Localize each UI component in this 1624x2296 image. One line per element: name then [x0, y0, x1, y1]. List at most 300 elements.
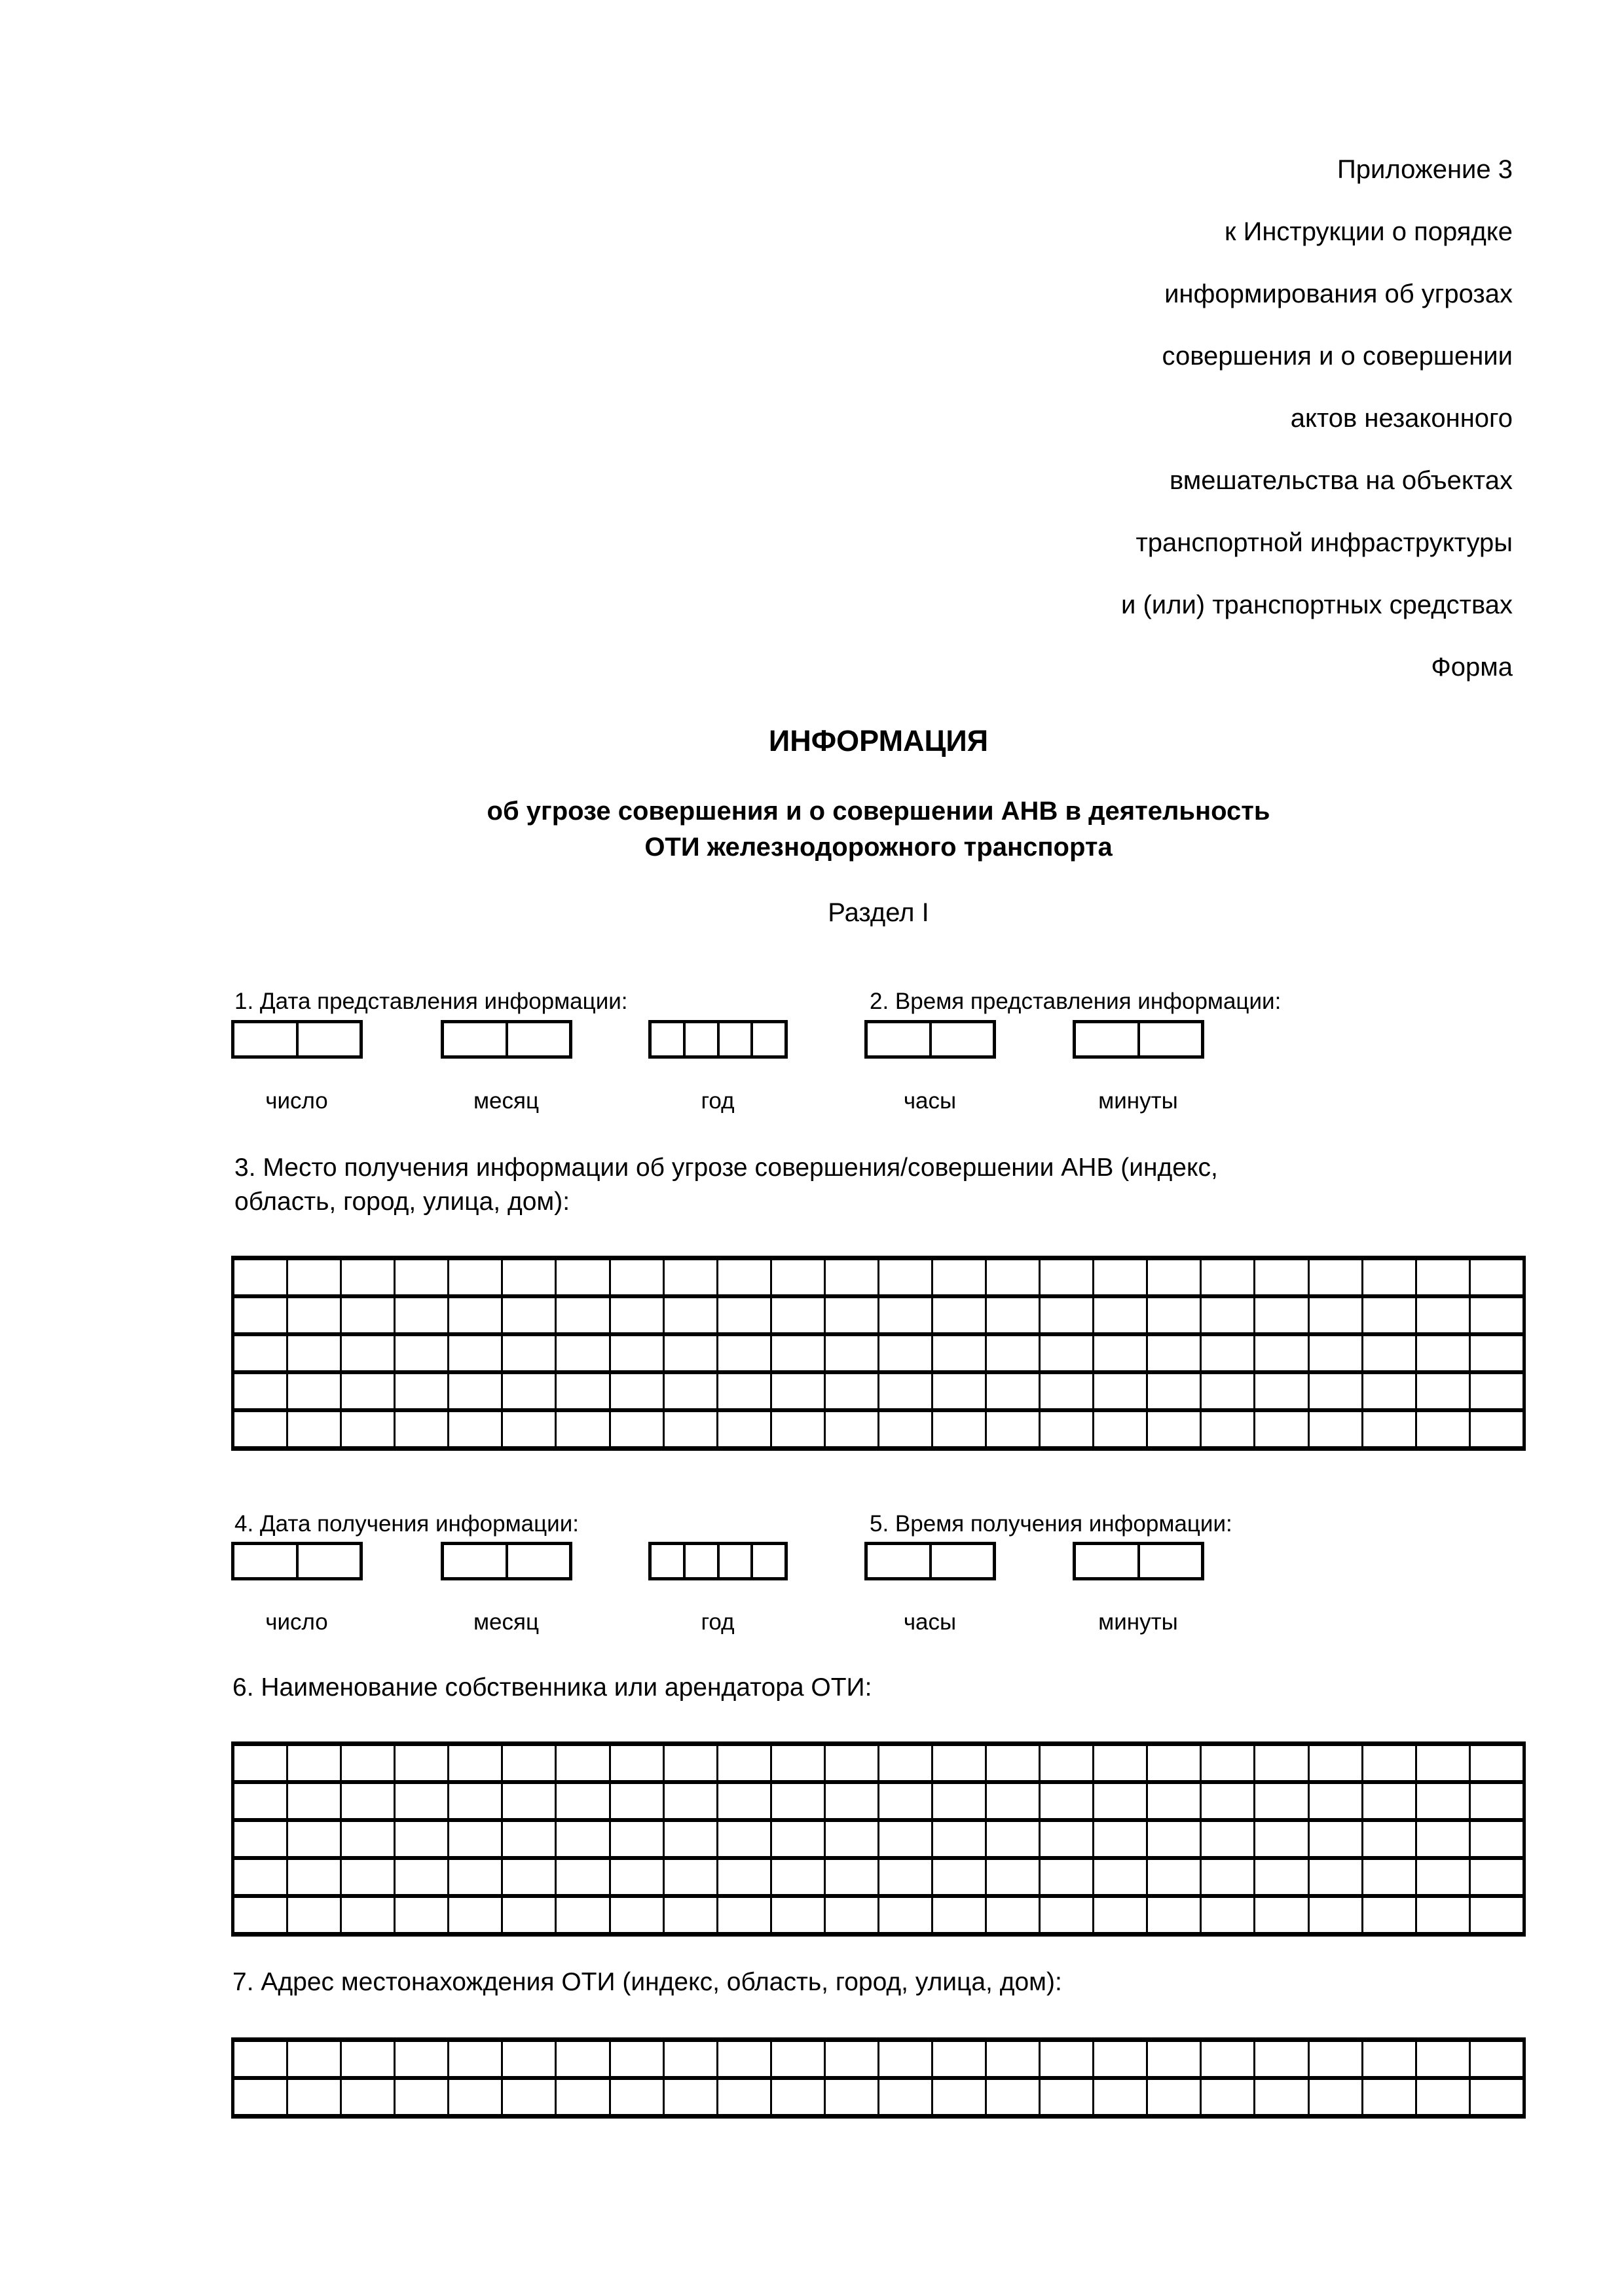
- grid-cell: [931, 1412, 985, 1446]
- grid-cell: [985, 1746, 1039, 1780]
- grid-cell: [1200, 1374, 1253, 1408]
- grid-cell: [877, 2080, 931, 2114]
- grid-cell: [394, 1374, 447, 1408]
- grid-cell: [447, 1260, 501, 1294]
- grid-cell: [394, 1784, 447, 1818]
- grid-cell: [1146, 1260, 1200, 1294]
- grid-cell: [609, 1822, 663, 1856]
- grid-cell: [1039, 1822, 1092, 1856]
- grid-cell: [770, 1374, 824, 1408]
- grid-cell: [394, 2042, 447, 2076]
- grid-cell: [663, 1784, 716, 1818]
- fill-in-cell: [868, 1023, 929, 1055]
- grid-cell: [447, 1298, 501, 1332]
- grid-cell: [931, 1374, 985, 1408]
- grid-cell: [663, 1374, 716, 1408]
- grid-cell: [286, 1412, 340, 1446]
- grid-cell: [340, 1860, 394, 1894]
- grid-cell: [394, 2080, 447, 2114]
- grid-cell: [394, 1336, 447, 1370]
- date-box-day-2: [231, 1542, 363, 1580]
- grid-cell: [1039, 1260, 1092, 1294]
- grid-cell: [555, 2080, 608, 2114]
- grid-cell: [770, 1860, 824, 1894]
- grid-cell: [1253, 1746, 1307, 1780]
- fill-in-cell: [683, 1023, 717, 1055]
- grid-cell: [985, 1898, 1039, 1932]
- grid-cell: [1146, 1784, 1200, 1818]
- fill-in-cell: [506, 1545, 570, 1577]
- appendix-line: транспортной инфраструктуры: [1135, 528, 1513, 557]
- grid-cell: [340, 1784, 394, 1818]
- grid-cell: [1361, 1746, 1415, 1780]
- field7-label: 7. Адрес местонахождения ОТИ (индекс, область, город, улица, дом):: [232, 1968, 1062, 1996]
- grid-cell: [985, 1374, 1039, 1408]
- grid-cell: [1415, 1336, 1469, 1370]
- fill-in-cell: [683, 1545, 717, 1577]
- grid-cell: [340, 2042, 394, 2076]
- grid-cell: [770, 1898, 824, 1932]
- grid-cell: [1469, 1822, 1522, 1856]
- grid-cell: [286, 1374, 340, 1408]
- grid-cell: [716, 2042, 770, 2076]
- time-box-hours-2: [864, 1542, 996, 1580]
- grid-cell: [985, 1412, 1039, 1446]
- grid-cell: [340, 1412, 394, 1446]
- grid-cell: [1415, 1374, 1469, 1408]
- grid-cell: [1253, 1298, 1307, 1332]
- grid-cell: [716, 1260, 770, 1294]
- grid-cell: [1146, 1336, 1200, 1370]
- grid-row: [234, 1332, 1522, 1370]
- grid-cell: [1253, 1822, 1307, 1856]
- grid-cell: [234, 1784, 286, 1818]
- grid-cell: [1039, 1746, 1092, 1780]
- form-title: ИНФОРМАЦИЯ: [768, 724, 989, 757]
- grid-cell: [1146, 1860, 1200, 1894]
- grid-cell: [770, 2042, 824, 2076]
- grid-cell: [824, 1412, 877, 1446]
- grid-cell: [770, 1746, 824, 1780]
- grid-cell: [609, 1746, 663, 1780]
- grid-cell: [1469, 1336, 1522, 1370]
- grid-cell: [931, 2080, 985, 2114]
- grid-cell: [770, 1412, 824, 1446]
- fill-in-cell: [1076, 1023, 1137, 1055]
- grid-cell: [1146, 1412, 1200, 1446]
- grid-cell: [394, 1898, 447, 1932]
- grid-cell: [985, 1784, 1039, 1818]
- grid-cell: [1415, 2042, 1469, 2076]
- field5-label: 5. Время получения информации:: [870, 1511, 1232, 1537]
- grid-cell: [609, 1898, 663, 1932]
- grid-cell: [234, 1822, 286, 1856]
- grid-cell: [1200, 1260, 1253, 1294]
- grid-cell: [663, 1336, 716, 1370]
- grid-cell: [609, 1336, 663, 1370]
- grid-cell: [1253, 2080, 1307, 2114]
- grid-cell: [286, 1784, 340, 1818]
- time-box-hours-1: [864, 1020, 996, 1059]
- grid-cell: [501, 2080, 555, 2114]
- grid-cell: [770, 1822, 824, 1856]
- fill-in-cell: [296, 1545, 360, 1577]
- fill-in-cell: [444, 1545, 506, 1577]
- grid-cell: [1092, 1898, 1146, 1932]
- grid-cell: [663, 1746, 716, 1780]
- grid-cell: [234, 1412, 286, 1446]
- grid-cell: [1415, 1860, 1469, 1894]
- grid-cell: [609, 1860, 663, 1894]
- field4-label: 4. Дата получения информации:: [234, 1511, 579, 1537]
- fill-in-cell: [234, 1545, 296, 1577]
- appendix-line: информирования об угрозах: [1164, 280, 1513, 308]
- grid-cell: [1039, 1298, 1092, 1332]
- appendix-line: совершения и о совершении: [1162, 342, 1513, 371]
- grid-cell: [877, 2042, 931, 2076]
- grid-cell: [1092, 1746, 1146, 1780]
- grid-cell: [447, 1746, 501, 1780]
- grid-cell: [340, 1336, 394, 1370]
- grid-cell: [501, 2042, 555, 2076]
- grid-cell: [1308, 1860, 1361, 1894]
- grid-cell: [286, 2042, 340, 2076]
- grid-cell: [824, 1336, 877, 1370]
- grid-cell: [555, 1860, 608, 1894]
- grid-cell: [1092, 2042, 1146, 2076]
- grid-cell: [877, 1374, 931, 1408]
- fill-in-cell: [444, 1023, 506, 1055]
- fill-in-cell: [868, 1545, 929, 1577]
- grid-cell: [985, 1260, 1039, 1294]
- grid-cell: [877, 1260, 931, 1294]
- fill-in-cell: [652, 1545, 683, 1577]
- grid-cell: [1361, 1860, 1415, 1894]
- grid-cell: [234, 1746, 286, 1780]
- grid-cell: [234, 1260, 286, 1294]
- grid-cell: [877, 1860, 931, 1894]
- grid-cell: [1308, 1898, 1361, 1932]
- grid-cell: [447, 1898, 501, 1932]
- grid-cell: [394, 1746, 447, 1780]
- grid-cell: [394, 1412, 447, 1446]
- grid-cell: [501, 1784, 555, 1818]
- grid-cell: [394, 1298, 447, 1332]
- grid-cell: [1200, 1822, 1253, 1856]
- grid-cell: [501, 1746, 555, 1780]
- grid-cell: [824, 1822, 877, 1856]
- fill-in-cell: [652, 1023, 683, 1055]
- grid-cell: [770, 1336, 824, 1370]
- grid-row: [234, 1818, 1522, 1856]
- grid-cell: [663, 1860, 716, 1894]
- grid-cell: [501, 1336, 555, 1370]
- answer-grid-owner-name: [231, 1741, 1526, 1937]
- grid-row: [234, 1894, 1522, 1932]
- grid-cell: [555, 1374, 608, 1408]
- answer-grid-oti-address: [231, 2037, 1526, 2119]
- grid-cell: [1200, 1860, 1253, 1894]
- grid-cell: [824, 2042, 877, 2076]
- field3-label-line1: 3. Место получения информации об угрозе совершения/совершении АНВ (индекс,: [234, 1154, 1218, 1182]
- grid-cell: [716, 1298, 770, 1332]
- grid-cell: [609, 1260, 663, 1294]
- grid-cell: [1039, 1860, 1092, 1894]
- grid-cell: [877, 1898, 931, 1932]
- grid-cell: [286, 1260, 340, 1294]
- fill-in-cell: [929, 1023, 993, 1055]
- form-subtitle-line2: ОТИ железнодорожного транспорта: [644, 833, 1113, 862]
- grid-cell: [931, 1898, 985, 1932]
- fill-in-cell: [1076, 1545, 1137, 1577]
- grid-cell: [931, 1860, 985, 1894]
- grid-cell: [1092, 1412, 1146, 1446]
- grid-cell: [985, 1860, 1039, 1894]
- field1-label: 1. Дата представления информации:: [234, 989, 628, 1014]
- grid-cell: [1361, 2080, 1415, 2114]
- grid-cell: [1308, 2042, 1361, 2076]
- grid-cell: [1415, 1746, 1469, 1780]
- grid-cell: [1361, 1260, 1415, 1294]
- grid-cell: [1253, 1260, 1307, 1294]
- grid-cell: [716, 1898, 770, 1932]
- grid-cell: [1092, 1822, 1146, 1856]
- grid-cell: [1469, 1298, 1522, 1332]
- grid-cell: [394, 1822, 447, 1856]
- grid-cell: [931, 2042, 985, 2076]
- grid-cell: [663, 1298, 716, 1332]
- date-box-day-1: [231, 1020, 363, 1059]
- answer-grid-place-of-receipt: [231, 1256, 1526, 1451]
- grid-cell: [1092, 1784, 1146, 1818]
- grid-cell: [1308, 1746, 1361, 1780]
- grid-cell: [1200, 2042, 1253, 2076]
- grid-cell: [1253, 1374, 1307, 1408]
- grid-cell: [931, 1784, 985, 1818]
- appendix-header: [1121, 139, 1513, 699]
- appendix-line: к Инструкции о порядке: [1224, 217, 1513, 246]
- grid-cell: [340, 1898, 394, 1932]
- appendix-line: Приложение 3: [1337, 155, 1513, 184]
- grid-cell: [1092, 2080, 1146, 2114]
- grid-cell: [824, 1860, 877, 1894]
- appendix-line: и (или) транспортных средствах: [1120, 591, 1513, 619]
- grid-cell: [447, 1822, 501, 1856]
- date-box-month-1: [441, 1020, 572, 1059]
- grid-cell: [501, 1860, 555, 1894]
- grid-row: [234, 1294, 1522, 1332]
- fill-in-cell: [1137, 1023, 1202, 1055]
- grid-cell: [1146, 1898, 1200, 1932]
- field6-label: 6. Наименование собственника или арендатора ОТИ:: [232, 1673, 872, 1702]
- grid-cell: [234, 1336, 286, 1370]
- grid-cell: [286, 1860, 340, 1894]
- grid-cell: [1308, 1298, 1361, 1332]
- grid-cell: [1308, 2080, 1361, 2114]
- grid-cell: [609, 2042, 663, 2076]
- fill-in-cell: [717, 1023, 751, 1055]
- grid-cell: [716, 1860, 770, 1894]
- grid-cell: [1361, 1336, 1415, 1370]
- grid-cell: [1200, 1898, 1253, 1932]
- date-box-month-2: [441, 1542, 572, 1580]
- fill-in-cell: [750, 1023, 784, 1055]
- grid-cell: [770, 1298, 824, 1332]
- unit-label-month: месяц: [473, 1609, 540, 1635]
- grid-cell: [501, 1374, 555, 1408]
- appendix-form-mark: Форма: [1431, 653, 1513, 682]
- grid-row: [234, 1370, 1522, 1408]
- grid-cell: [716, 1784, 770, 1818]
- grid-cell: [1415, 2080, 1469, 2114]
- unit-label-minutes: минуты: [1098, 1088, 1178, 1114]
- grid-cell: [770, 2080, 824, 2114]
- grid-cell: [234, 1298, 286, 1332]
- form-subtitle: [231, 793, 1526, 866]
- grid-cell: [985, 1298, 1039, 1332]
- grid-cell: [1415, 1822, 1469, 1856]
- grid-cell: [931, 1746, 985, 1780]
- grid-cell: [340, 1298, 394, 1332]
- grid-cell: [877, 1746, 931, 1780]
- grid-cell: [340, 1822, 394, 1856]
- grid-cell: [1469, 1898, 1522, 1932]
- grid-cell: [877, 1336, 931, 1370]
- grid-cell: [931, 1298, 985, 1332]
- grid-cell: [609, 1374, 663, 1408]
- unit-label-year: год: [701, 1609, 735, 1635]
- grid-cell: [1308, 1374, 1361, 1408]
- grid-cell: [663, 1260, 716, 1294]
- grid-cell: [663, 2080, 716, 2114]
- grid-cell: [1469, 1860, 1522, 1894]
- grid-cell: [1039, 1374, 1092, 1408]
- grid-cell: [447, 1374, 501, 1408]
- grid-cell: [824, 2080, 877, 2114]
- grid-cell: [555, 2042, 608, 2076]
- grid-cell: [663, 1412, 716, 1446]
- grid-cell: [1361, 1412, 1415, 1446]
- time-box-minutes-2: [1073, 1542, 1204, 1580]
- grid-cell: [716, 1374, 770, 1408]
- grid-cell: [555, 1746, 608, 1780]
- grid-cell: [1361, 1784, 1415, 1818]
- grid-cell: [716, 1336, 770, 1370]
- appendix-line: вмешательства на объектах: [1169, 466, 1513, 495]
- form-subtitle-line1: об угрозе совершения и о совершении АНВ в деятельность: [487, 797, 1270, 826]
- grid-cell: [1415, 1260, 1469, 1294]
- grid-cell: [286, 1822, 340, 1856]
- grid-cell: [555, 1784, 608, 1818]
- grid-cell: [1200, 1784, 1253, 1818]
- unit-label-year: год: [701, 1088, 735, 1114]
- grid-cell: [1469, 1260, 1522, 1294]
- grid-row: [234, 1780, 1522, 1818]
- grid-cell: [663, 1822, 716, 1856]
- grid-cell: [824, 1298, 877, 1332]
- grid-cell: [931, 1336, 985, 1370]
- grid-cell: [770, 1784, 824, 1818]
- grid-cell: [555, 1412, 608, 1446]
- grid-cell: [394, 1860, 447, 1894]
- grid-cell: [340, 1746, 394, 1780]
- fill-in-cell: [717, 1545, 751, 1577]
- unit-label-minutes: минуты: [1098, 1609, 1178, 1635]
- section-heading: Раздел I: [828, 898, 929, 927]
- grid-cell: [1092, 1336, 1146, 1370]
- grid-cell: [609, 1412, 663, 1446]
- grid-cell: [1146, 1374, 1200, 1408]
- fill-in-cell: [750, 1545, 784, 1577]
- grid-cell: [1361, 1298, 1415, 1332]
- grid-cell: [1146, 2080, 1200, 2114]
- grid-cell: [286, 1746, 340, 1780]
- grid-cell: [340, 1260, 394, 1294]
- grid-cell: [1253, 1336, 1307, 1370]
- grid-cell: [824, 1260, 877, 1294]
- grid-cell: [716, 1822, 770, 1856]
- grid-cell: [234, 1374, 286, 1408]
- grid-cell: [1308, 1260, 1361, 1294]
- grid-cell: [1039, 1412, 1092, 1446]
- grid-cell: [609, 1784, 663, 1818]
- grid-cell: [1253, 1860, 1307, 1894]
- grid-cell: [501, 1298, 555, 1332]
- grid-cell: [716, 1746, 770, 1780]
- grid-cell: [501, 1412, 555, 1446]
- grid-cell: [1146, 2042, 1200, 2076]
- grid-cell: [931, 1822, 985, 1856]
- grid-cell: [931, 1260, 985, 1294]
- fill-in-cell: [929, 1545, 993, 1577]
- fill-in-cell: [296, 1023, 360, 1055]
- grid-cell: [824, 1898, 877, 1932]
- grid-cell: [1200, 1336, 1253, 1370]
- grid-cell: [985, 1822, 1039, 1856]
- grid-cell: [447, 1860, 501, 1894]
- grid-cell: [985, 2042, 1039, 2076]
- grid-cell: [340, 2080, 394, 2114]
- grid-cell: [877, 1298, 931, 1332]
- grid-cell: [555, 1260, 608, 1294]
- grid-cell: [1361, 1374, 1415, 1408]
- grid-cell: [1469, 1374, 1522, 1408]
- grid-cell: [501, 1898, 555, 1932]
- grid-cell: [1308, 1822, 1361, 1856]
- grid-cell: [1039, 2042, 1092, 2076]
- grid-cell: [1253, 1784, 1307, 1818]
- grid-cell: [555, 1298, 608, 1332]
- grid-row: [234, 2042, 1522, 2076]
- field3-label-line2: область, город, улица, дом):: [234, 1188, 570, 1216]
- grid-cell: [877, 1784, 931, 1818]
- grid-cell: [1200, 2080, 1253, 2114]
- grid-cell: [609, 2080, 663, 2114]
- grid-cell: [1039, 1784, 1092, 1818]
- grid-cell: [447, 1412, 501, 1446]
- grid-cell: [555, 1898, 608, 1932]
- grid-cell: [1469, 2080, 1522, 2114]
- grid-cell: [394, 1260, 447, 1294]
- grid-cell: [1092, 1860, 1146, 1894]
- grid-cell: [824, 1784, 877, 1818]
- fill-in-cell: [506, 1023, 570, 1055]
- grid-cell: [1361, 1822, 1415, 1856]
- unit-label-hours: часы: [903, 1088, 957, 1114]
- grid-cell: [877, 1822, 931, 1856]
- appendix-line: актов незаконного: [1290, 404, 1513, 433]
- grid-cell: [447, 2042, 501, 2076]
